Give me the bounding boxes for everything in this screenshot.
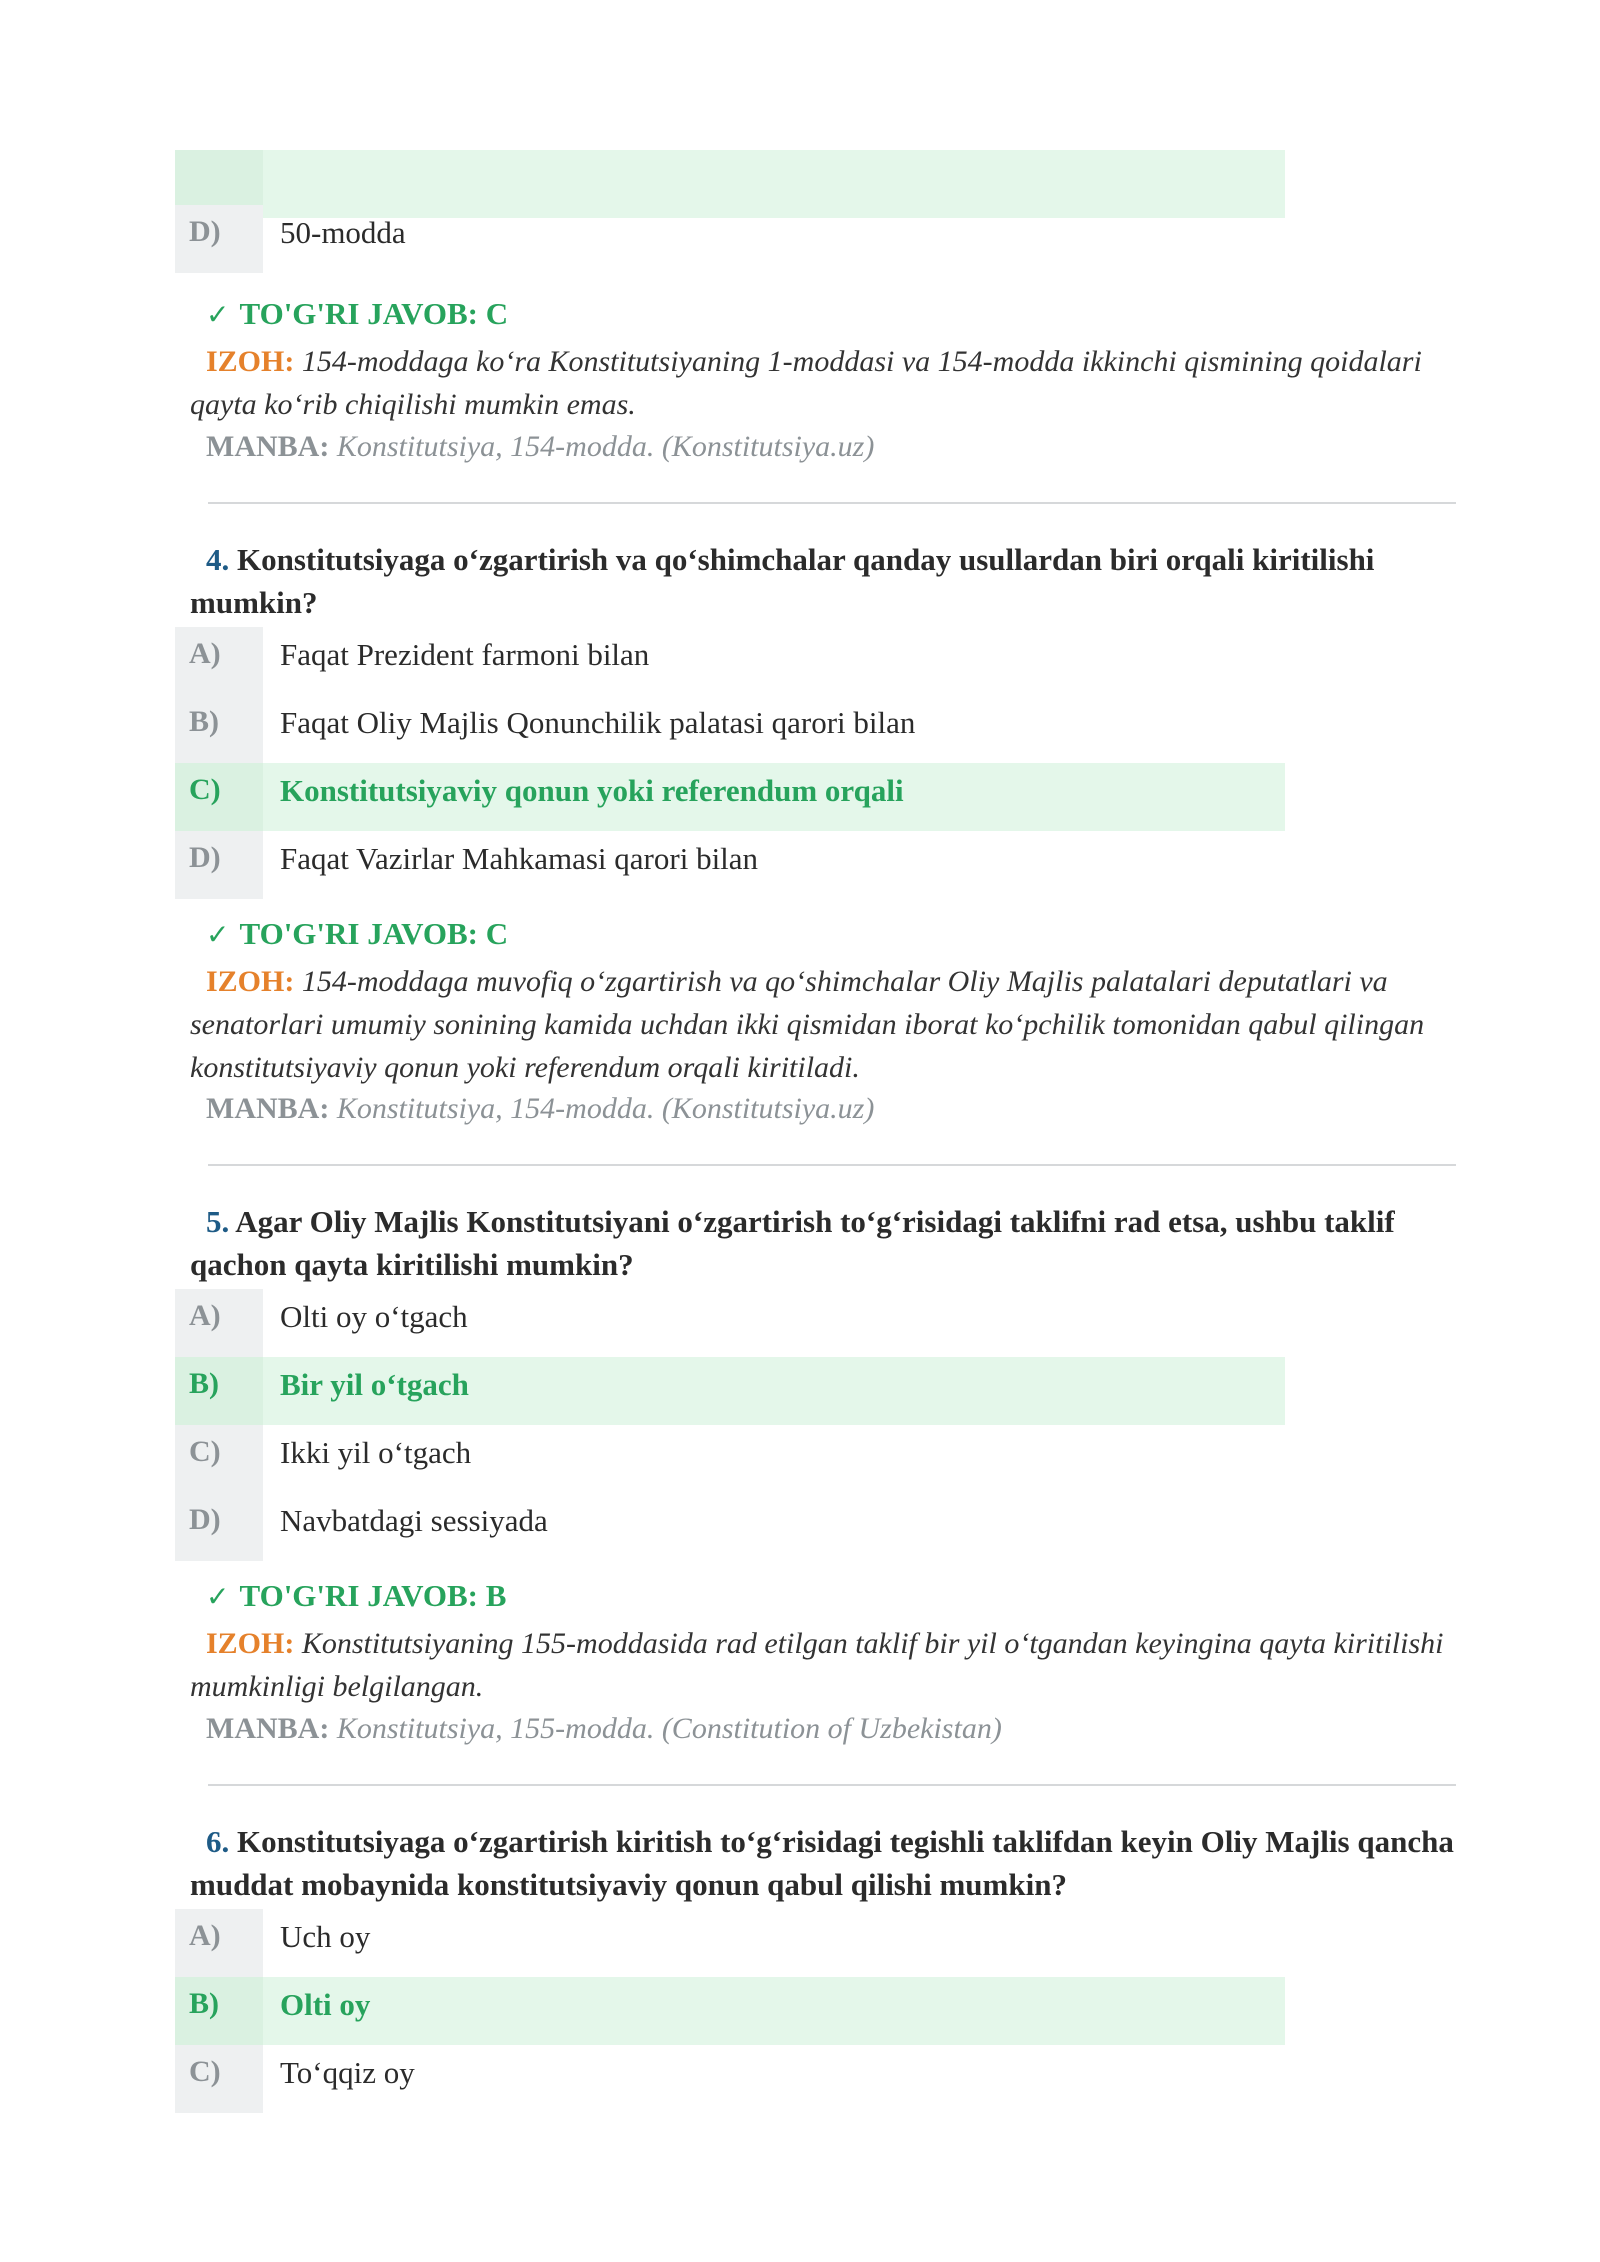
izoh-text: Konstitutsiyaning 155-moddasida rad etilgan taklif bir yil o‘tgandan keyingina qayta kiritilishi mumkinligi belgilangan. bbox=[190, 1627, 1444, 1703]
manba-label: MANBA: bbox=[206, 430, 330, 463]
option-letter: D) bbox=[189, 841, 221, 874]
question-number: 5. bbox=[206, 1204, 230, 1239]
manba-text: Konstitutsiya, 154-modda. (Konstitutsiya.uz) bbox=[336, 430, 875, 463]
option-letter: B) bbox=[189, 1987, 219, 2020]
q4-source bbox=[206, 1092, 874, 1126]
option-letter: A) bbox=[189, 1299, 221, 1332]
option-letter: B) bbox=[189, 705, 219, 738]
q5-source bbox=[206, 1712, 1002, 1746]
q5-question bbox=[190, 1200, 1480, 1286]
question-text: Konstitutsiyaga o‘zgartirish va qo‘shimchalar qanday usullardan biri orqali kiritilishi mumkin? bbox=[190, 542, 1375, 620]
option-letter: D) bbox=[189, 1503, 221, 1536]
q4-explanation bbox=[190, 960, 1480, 1089]
option-letter: C) bbox=[189, 1435, 221, 1468]
option-letter: D) bbox=[189, 215, 221, 248]
option-text: Ikki yil o‘tgach bbox=[280, 1435, 472, 1470]
manba-text: Konstitutsiya, 154-modda. (Konstitutsiya.uz) bbox=[336, 1092, 875, 1125]
option-letter: C) bbox=[189, 773, 221, 806]
manba-label: MANBA: bbox=[206, 1092, 330, 1125]
q4-correct-answer: ✓ TO'G'RI JAVOB: C bbox=[206, 916, 509, 951]
question-text: Konstitutsiyaga o‘zgartirish kiritish to‘g‘risidagi tegishli taklifdan keyin Oliy Majlis qancha muddat mobaynida konstitutsiyaviy qonun qabul qilishi mumkin? bbox=[190, 1824, 1454, 1902]
q5-explanation bbox=[190, 1622, 1480, 1708]
q6-option-a[interactable] bbox=[175, 1909, 1285, 1977]
divider bbox=[208, 502, 1456, 504]
option-text: Faqat Vazirlar Mahkamasi qarori bilan bbox=[280, 841, 759, 876]
q5-option-a[interactable] bbox=[175, 1289, 1285, 1357]
option-text: Navbatdagi sessiyada bbox=[280, 1503, 548, 1538]
option-text: 50-modda bbox=[280, 215, 406, 250]
q6-option-b[interactable] bbox=[175, 1977, 1285, 2045]
izoh-label: IZOH: bbox=[206, 1627, 295, 1660]
check-icon: ✓ bbox=[206, 918, 230, 951]
check-icon: ✓ bbox=[206, 1580, 230, 1613]
option-letter: A) bbox=[189, 637, 221, 670]
q5-option-b[interactable] bbox=[175, 1357, 1285, 1425]
option-text: Olti oy o‘tgach bbox=[280, 1299, 468, 1334]
q4-question bbox=[190, 538, 1480, 624]
q5-option-d[interactable] bbox=[175, 1493, 1285, 1561]
izoh-label: IZOH: bbox=[206, 965, 295, 998]
option-text: Olti oy bbox=[280, 1987, 371, 2022]
option-text: Faqat Oliy Majlis Qonunchilik palatasi qarori bilan bbox=[280, 705, 916, 740]
check-icon: ✓ bbox=[206, 298, 230, 331]
option-text: Konstitutsiyaviy qonun yoki referendum orqali bbox=[280, 773, 904, 808]
option-letter: C) bbox=[189, 2055, 221, 2088]
q6-question bbox=[190, 1820, 1480, 1906]
q3-option-d[interactable] bbox=[175, 205, 1285, 273]
option-letter: B) bbox=[189, 1367, 219, 1400]
option-text: Uch oy bbox=[280, 1919, 371, 1954]
q3-correct-answer: ✓ TO'G'RI JAVOB: C bbox=[206, 296, 509, 331]
divider bbox=[208, 1784, 1456, 1786]
question-number: 4. bbox=[206, 542, 230, 577]
q4-option-c[interactable] bbox=[175, 763, 1285, 831]
option-text: Bir yil o‘tgach bbox=[280, 1367, 469, 1402]
izoh-text: 154-moddaga muvofiq o‘zgartirish va qo‘shimchalar Oliy Majlis palatalari deputatlari va senatorlari umumiy sonining kamida uchdan ikki qismidan iborat ko‘pchilik tomonidan qabul qilingan konstitutsiyaviy qonun yoki referendum orqali kiritiladi. bbox=[190, 965, 1425, 1084]
q4-option-b[interactable] bbox=[175, 695, 1285, 763]
option-text: Faqat Prezident farmoni bilan bbox=[280, 637, 650, 672]
q3-explanation bbox=[190, 340, 1480, 426]
option-letter: A) bbox=[189, 1919, 221, 1952]
q4-option-a[interactable] bbox=[175, 627, 1285, 695]
manba-text: Konstitutsiya, 155-modda. (Constitution of Uzbekistan) bbox=[336, 1712, 1002, 1745]
izoh-text: 154-moddaga ko‘ra Konstitutsiyaning 1-moddasi va 154-modda ikkinchi qismining qoidalari qayta ko‘rib chiqilishi mumkin emas. bbox=[190, 345, 1422, 421]
question-text: Agar Oliy Majlis Konstitutsiyani o‘zgartirish to‘g‘risidagi taklifni rad etsa, ushbu taklif qachon qayta kiritilishi mumkin? bbox=[190, 1204, 1395, 1282]
izoh-label: IZOH: bbox=[206, 345, 295, 378]
q5-correct-answer: ✓ TO'G'RI JAVOB: B bbox=[206, 1578, 507, 1613]
manba-label: MANBA: bbox=[206, 1712, 330, 1745]
q5-option-c[interactable] bbox=[175, 1425, 1285, 1493]
q4-option-d[interactable] bbox=[175, 831, 1285, 899]
question-number: 6. bbox=[206, 1824, 230, 1859]
q6-option-c[interactable] bbox=[175, 2045, 1285, 2113]
q3-source bbox=[206, 430, 874, 464]
divider bbox=[208, 1164, 1456, 1166]
option-text: To‘qqiz oy bbox=[280, 2055, 415, 2090]
